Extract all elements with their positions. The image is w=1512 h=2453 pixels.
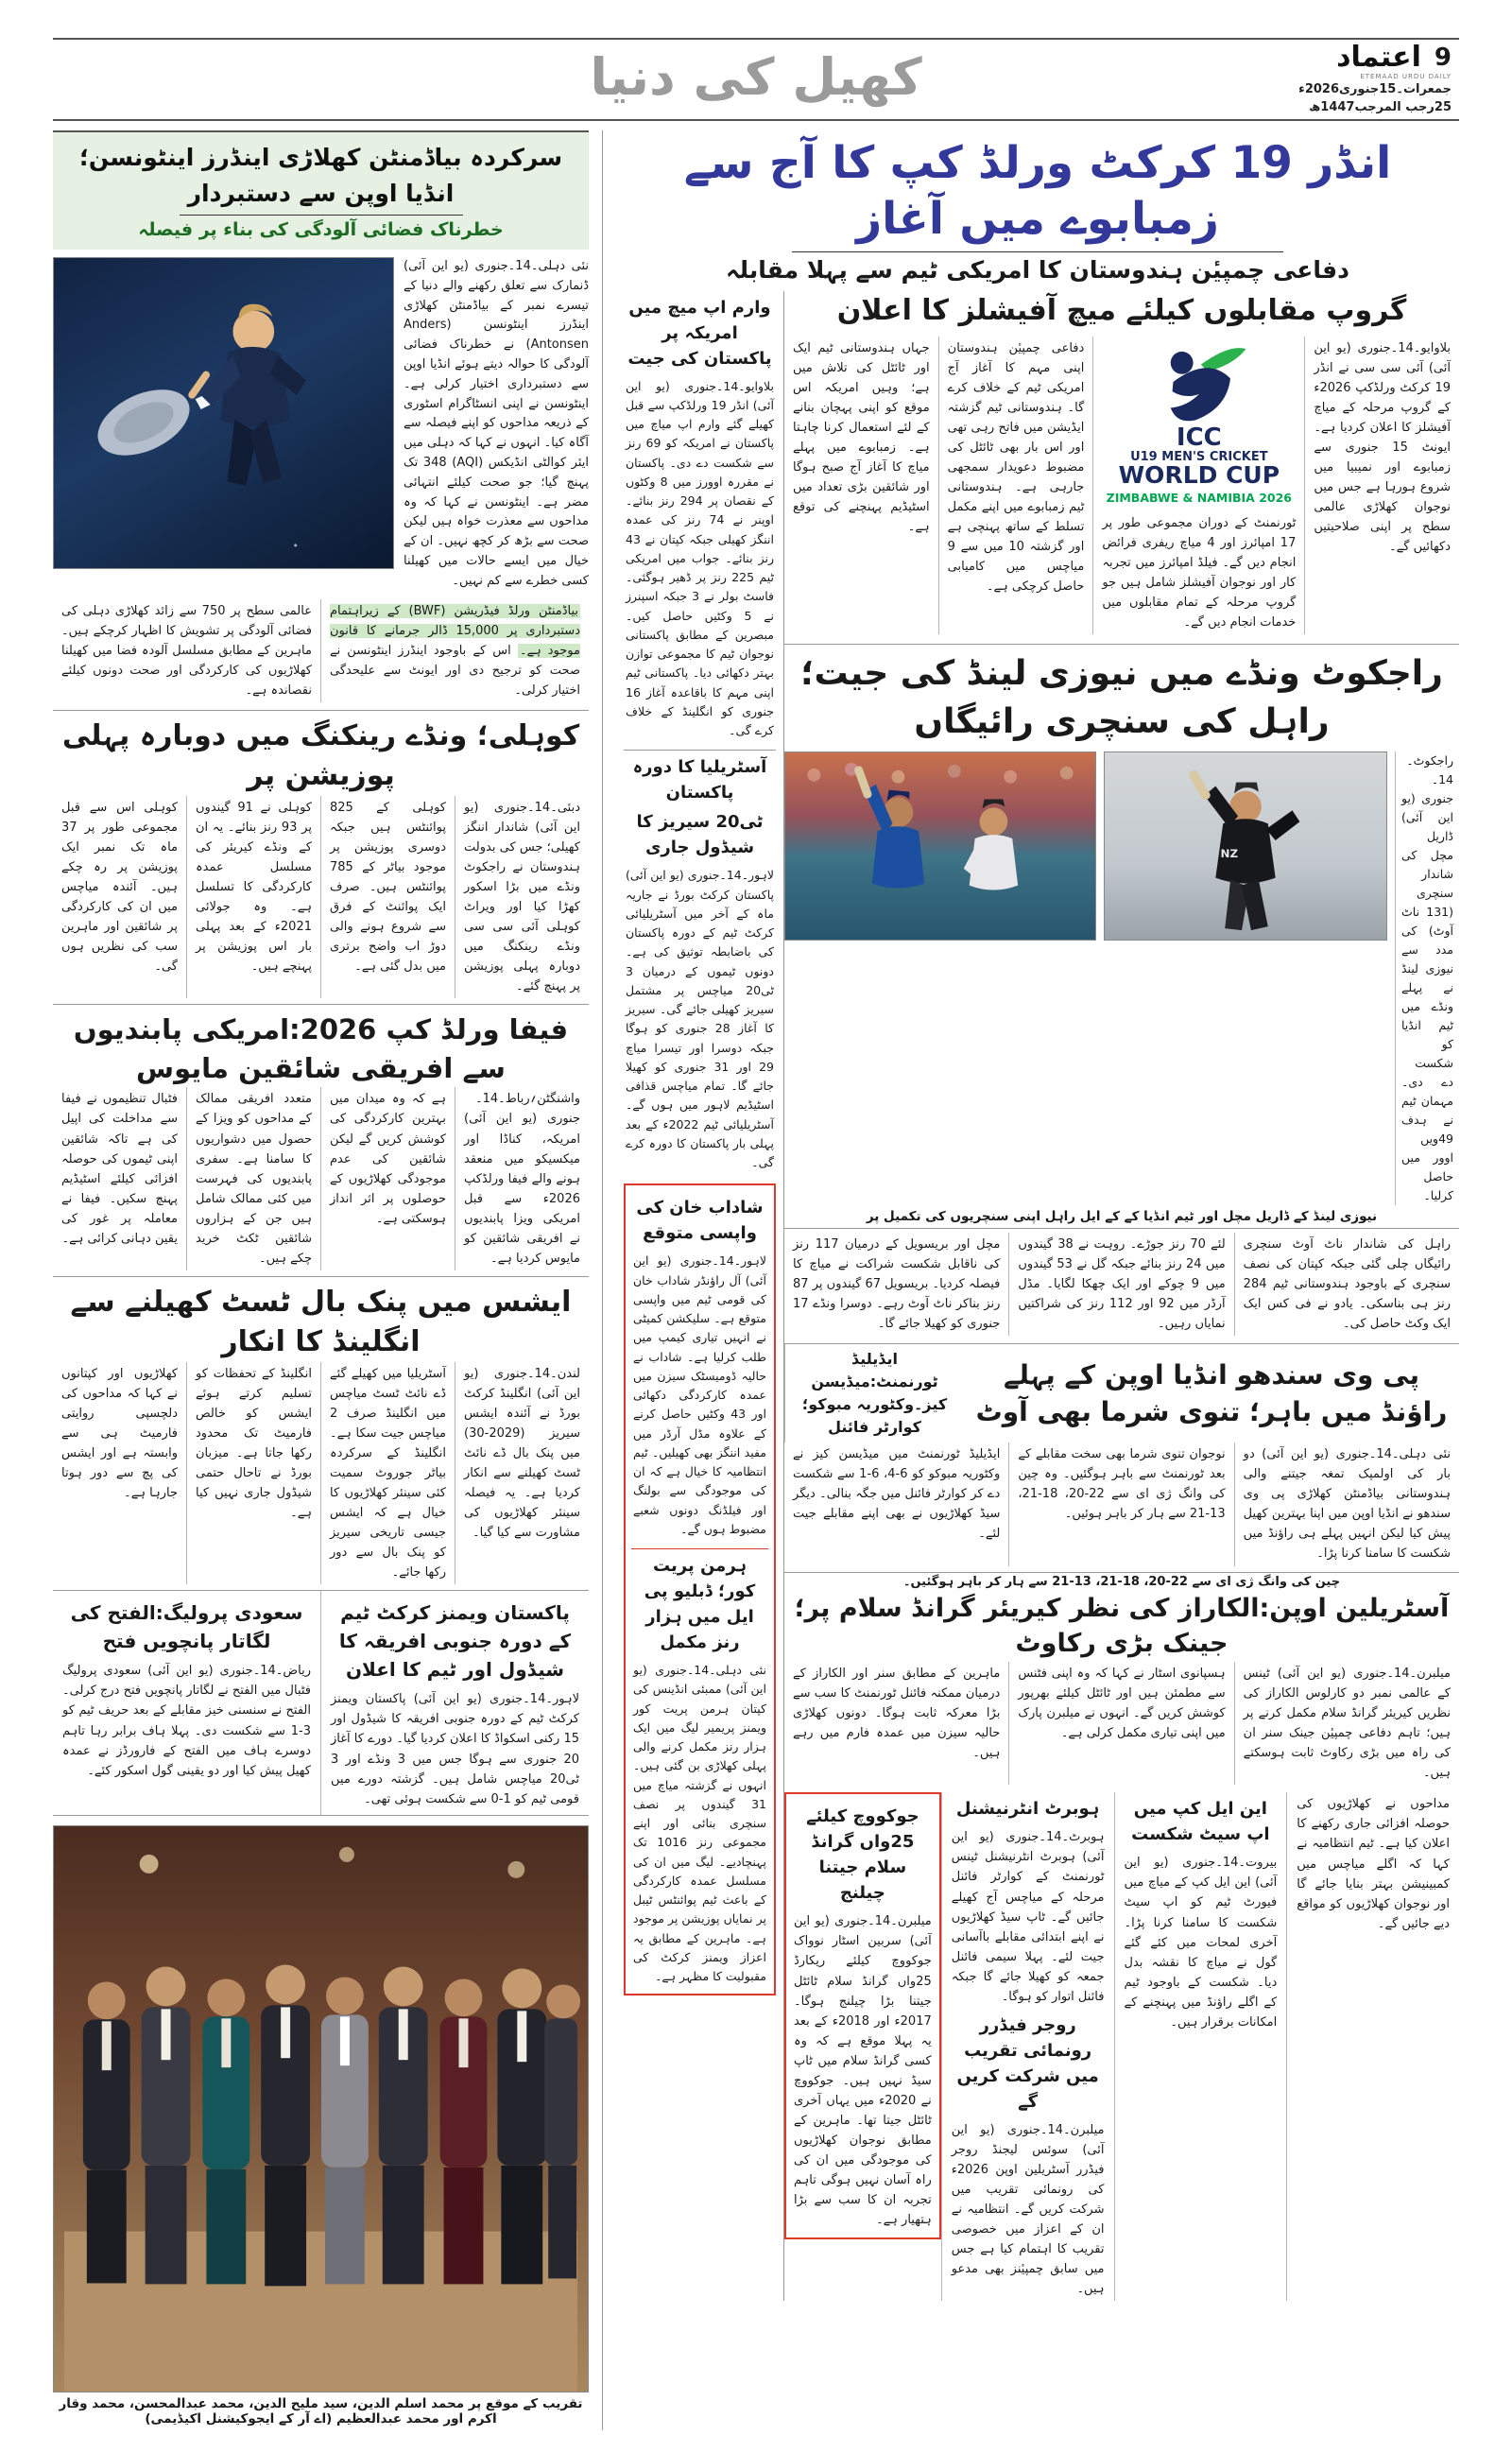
nlcup-body: بیروت۔14۔جنوری (یو این آئی) این ایل کپ کے میاچ میں فیورٹ ٹیم کو اپ سیٹ شکست کا سامنا کرنا پڑا۔ آخری لمحات میں کئے گئے گول نے میاچ کا نقشہ بدل دیا۔ شکست کے باوجود ٹیم کے اگلے راؤنڈ میں پہنچنے کے امکانات برقرار ہیں۔ <box>1124 1856 1278 2030</box>
djokovic-article-box <box>784 1792 941 2301</box>
headline-rule <box>180 215 463 216</box>
icc-line1: U19 MEN'S CRICKET <box>1130 449 1268 464</box>
svg-text:NZ: NZ <box>1220 846 1239 860</box>
page-content <box>53 130 1459 2430</box>
adelaide-line-1: ایڈیلیڈ ٹورنمنٹ:میڈیسن <box>811 1350 938 1391</box>
rajkot-col-2: راہل کی شاندار ناٹ آوٹ سنچری رائیگاں چلی گئی جبکہ کپتان کی نصف سنچری کے باوجود ہندوستانی ٹیم 284 رنز ہی بناسکی۔ یادو نے فی کس ایک ایک وکٹ حاصل کی۔ <box>1234 1233 1459 1336</box>
group-officials-col-1: بلاوایو۔14۔جنوری (یو این آئی) آئی سی سی نے انڈر 19 کرکٹ ورلڈکپ 2026ء کے گروپ مرحلہ کے میاچ آفیشلز کا اعلان کردیا ہے۔ ایونٹ 15 جنوری سے زمبابوے اور نمیبیا میں شروع ہورہا ہے جس میں نوجوان کھلاڑی عالمی سطح پر اپنی صلاحیتیں دکھائیں گے۔ <box>1304 337 1459 635</box>
ashes-col-3: انگلینڈ کے تحفظات کو تسلیم کرتے ہوئے ایشس کو خالص فارمیٹ تک محدود رکھا جاتا ہے۔ میزبان بورڈ نے تاحال حتمی شیڈول جاری نہیں کیا ہے۔ <box>186 1362 320 1585</box>
badminton-article-top <box>53 257 589 592</box>
left-rail <box>616 291 784 2302</box>
shadab-body: لاہور۔14۔جنوری (یو این آئی) آل راؤنڈر شاداب خان کی قومی ٹیم میں واپسی متوقع ہے۔ سلیکشن کمیٹی نے انہیں تیاری کیمپ میں طلب کرلیا ہے۔ شاداب نے حالیہ ڈومیسٹک سیزن میں عمدہ کارکردگی دکھائی اور 43 وکٹیں حاصل کرنے کے علاوہ مڈل آرڈر میں مفید اننگز بھی کھیلیں۔ ٹیم انتظامیہ کا خیال ہے کہ ان کی موجودگی سے بولنگ اور فیلڈنگ دونوں شعبے مضبوط ہوں گے۔ <box>633 1253 766 1536</box>
wang-result-line: چین کی وانگ ژی ای سے 22-20، 18-21، 13-21 سے ہار کر باہر ہوگئیں۔ <box>784 1572 1459 1591</box>
warmup-headline: وارم اپ میچ میں امریکہ پر پاکستان کی جیت <box>627 297 772 369</box>
adelaide-mini-headline <box>784 1344 964 1442</box>
adelaide-line-2: کیز۔وکٹوریہ مبوکو؛ کوارٹر فائنل <box>801 1395 948 1437</box>
kohli-col-2: کوہلی کے 825 پوائنٹس ہیں جبکہ دوسری پوزیشن پر موجود بیاٹر کے 785 پوائنٹس ہیں۔ صرف ایک پوائنٹ کے فرق سے شروع ہونے والی دوڑ اب واضح برتری میں بدل گئی ہے۔ <box>320 796 455 998</box>
rajkot-body <box>784 1233 1459 1336</box>
fifa-article <box>53 1005 589 1277</box>
rajkot-photo-caption: نیوزی لینڈ کے ڈاریل مچل اور ٹیم انڈیا کے کے ایل راہل اپنی سنچریوں کی تکمیل پر <box>784 1205 1459 1229</box>
wpl-headline: ہرمن پریت کور؛ ڈبلیو پی ایل میں ہزار رنز مکمل <box>631 1548 768 1659</box>
rahul-photo <box>784 751 1096 941</box>
center-area <box>784 291 1459 2302</box>
badminton-photo <box>53 257 394 569</box>
aus-tour-body: لاہور۔14۔جنوری (یو این آئی) پاکستان کرکٹ بورڈ نے جاریہ ماہ کے آخر میں آسٹریلیائی کرکٹ ٹیم کے دورہ پاکستان کی باضابطہ توثیق کی ہے۔ دونوں ٹیموں کے درمیان 3 ٹی20 میاچس پر مشتمل سیریز کھیلی جائے گی۔ سیریز کا آغاز 28 جنوری کو ہوگا جبکہ دوسرا اور تیسرا میاچ 29 اور 31 جنوری کو کھیلا جائے گا۔ تمام میاچس قذافی اسٹیڈیم لاہور میں ہوں گے۔ آسٹریلیائی ٹیم 2022ء کے بعد پہلی بار پاکستان کا دورہ کرے گی۔ <box>626 868 774 1169</box>
bwf-rest: اس کے باوجود اینڈرز اینٹونسن نے صحت کو ترجیح دی اور ایونٹ سے علیحدگی اختیار کرلی۔ <box>330 643 580 698</box>
women-tour-article <box>320 1591 589 1814</box>
sindhu-headline-row <box>784 1343 1459 1442</box>
kohli-headline: کوہلی؛ ونڈے رینکنگ میں دوبارہ پہلی پوزیشن پر <box>61 718 580 792</box>
group-photo <box>53 1825 589 2393</box>
group-officials-headline: گروپ مقابلوں کیلئے میچ آفیشلز کا اعلان <box>836 293 1407 327</box>
group-photo-illustration <box>54 1826 588 2392</box>
fifa-col-3: متعدد افریقی ممالک کے مداحوں کو ویزا کے حصول میں دشواریوں کا سامنا ہے۔ سفری پابندیوں کی فہرست میں کئی ممالک شامل ہیں جن کے ہزاروں شائقین ٹکٹ خرید چکے ہیں۔ <box>186 1087 320 1270</box>
paper-tagline: ETEMAAD URDU DAILY <box>1360 72 1452 80</box>
federer-body: میلبرن۔14۔جنوری (یو این آئی) سوئس لیجنڈ روجر فیڈرر آسٹریلین اوپن 2026ء کی رونمائی تقریب میں شرکت کریں گے۔ انتظامیہ نے ان کے اعزاز میں خصوصی تقریب کا اہتمام کیا ہے جس میں سابق چمپیٔنز بھی مدعو ہیں۔ <box>951 2122 1105 2297</box>
rahul-illustration <box>785 752 1095 940</box>
main-body <box>616 291 1459 2302</box>
federer-headline: روجر فیڈرر رونمائی تقریب میں شرکت کریں گے <box>956 2014 1099 2112</box>
wpl-body: نئی دہلی۔14۔جنوری (یو این آئی) ممبئی انڈینس کی کپتان ہرمن پریت کور ویمنز پریمیر لیگ میں ایک ہزار رنز مکمل کرنے والی پہلی کھلاڑی بن گئی ہیں۔ انہوں نے گزشتہ میاچ میں 31 گیندوں پر نصف سنچری بنائی اور اپنے مجموعی رنز 1016 تک پہنچادیے۔ لیگ میں ان کی مسلسل عمدہ کارکردگی کے باعث ٹیم پوائنٹس ٹیبل پر نمایاں پوزیشن پر موجود ہے۔ ماہرین کے مطابق یہ اعزاز ویمنز کرکٹ کی مقبولیت کا مظہر ہے۔ <box>633 1663 767 1983</box>
date-hijri: 25رجب المرجب1447ھ <box>1309 99 1452 114</box>
lead-headline: انڈر 19 کرکٹ ورلڈ کپ کا آج سے زمبابوے میں آغاز <box>683 137 1392 245</box>
women-tour-body: لاہور۔14۔جنوری (یو این آئی) پاکستان ویمنز کرکٹ ٹیم کے دورہ جنوبی افریقہ کا شیڈول اور 15 رکنی اسکواڈ کا اعلان کردیا گیا۔ دورے کا آغاز 20 جنوری سے ہوگا جس میں 3 ونڈے اور 3 ٹی20 میاچس شامل ہیں۔ گزشتہ دورے میں قومی ٹیم کو 1-0 سے شکست ہوئی تھی۔ <box>331 1692 579 1806</box>
sindhu-headline: پی وی سندھو انڈیا اوپن کے پہلے راؤنڈ میں باہر؛ تنوی شرما بھی آوٹ <box>975 1359 1448 1428</box>
aus-open-body <box>784 1662 1459 1785</box>
icc-logo-glyph <box>1147 338 1251 425</box>
hobart-body: ہوبرٹ۔14۔جنوری (یو این آئی) ہوبرٹ انٹرنیشنل ٹینس ٹورنمنٹ کے کوارٹر فائنل مرحلہ کے میاچس آج کھیلے جائیں گے۔ ٹاپ سیڈ کھلاڑیوں نے اپنے ابتدائی مقابلے باآسانی جیت لئے۔ پہلا سیمی فائنل جمعہ کو کھیلا جائے گا جبکہ فائنل اتوار کو ہوگا۔ <box>951 1830 1105 2004</box>
icc-u19-worldcup-logo <box>1102 338 1296 508</box>
group-officials-col-3: دفاعی چمپیٔن ہندوستان اپنی مہم کا آغاز آج امریکی ٹیم کے خلاف کرے گا۔ ہندوستانی ٹیم گزشتہ ایڈیشن میں فاتح رہی تھی اور اس بار بھی ٹائٹل کی مضبوط دعویدار سمجھی جارہی ہے۔ ہندوستانی ٹیم زمبابوے میں اپنے مکمل تسلط کے ساتھ پہنچی ہے اور گزشتہ 10 میں سے 9 میاچس میں کامیابی حاصل کرچکی ہے۔ <box>938 337 1093 635</box>
masthead <box>53 38 1459 121</box>
fifa-col-4: فٹبال تنظیموں نے فیفا سے مداخلت کی اپیل کی ہے تاکہ شائقین اپنی ٹیموں کی حوصلہ افزائی کیلئے اسٹیڈیم پہنچ سکیں۔ فیفا نے معاملہ پر غور کی یقین دہانی کرائی ہے۔ <box>61 1092 178 1246</box>
ashes-col-2: آسٹریلیا میں کھیلے گئے ڈے نائٹ ٹسٹ میاچس میں انگلینڈ صرف 2 میاچس جیت سکا ہے۔ انگلینڈ کے سرکردہ بیاٹر جوروٹ سمیت کئی سینئر کھلاڑیوں کا خیال ہے کہ ایشس جیسی تاریخی سیریز کو پنک بال سے دور رکھا جائے۔ <box>320 1362 455 1585</box>
hobart-federer-col <box>941 1792 1114 2301</box>
icc-line3: ZIMBABWE & NAMIBIA 2026 <box>1106 490 1292 505</box>
bwf-highlight: بیاڈمنٹن ورلڈ فیڈریشن (BWF) کے زیراہتمام دستبرداری پر 15,000 ڈالر جرمانے کا قانون موجود ہے۔ <box>330 603 580 658</box>
djokovic-headline: جوکووچ کیلئے 25واں گرانڈ سلام جیتنا چیلنج <box>806 1806 919 1904</box>
badminton-paragraph-1 <box>320 599 589 702</box>
rajkot-headline: راجکوٹ ونڈے میں نیوزی لینڈ کی جیت؛ راہل کی سنچری رائیگاں <box>784 644 1459 746</box>
rajkot-col-3: لئے 70 رنز جوڑے۔ روہت نے 38 گیندوں میں 24 رنز بنائے جبکہ گل نے 53 گیندوں میں 9 چوکے اور ایک چھکا لگایا۔ مڈل آرڈر میں 92 اور 112 رنز کی شراکتیں نمایاں رہیں۔ <box>1008 1233 1233 1336</box>
rail-bottom-row <box>53 1591 589 1815</box>
nlcup-extra-text: مداحوں نے کھلاڑیوں کی حوصلہ افزائی جاری رکھنے کا اعلان کیا ہے۔ ٹیم انتظامیہ نے کہا کہ اگلے میاچس میں کمبینیشن بہتر بنایا جائے گا اور نوجوان کھلاڑیوں کو مواقع دیے جائیں گے۔ <box>1297 1797 1450 1931</box>
badminton-article-text: نئی دہلی۔14۔جنوری (یو این آئی) ڈنمارک سے تعلق رکھنے والے دنیا کے تیسرے نمبر کے بیاڈمنٹن کھلاڑی اینڈرز اینٹونسن (Anders Antonsen) نے خطرناک فضائی آلودگی کا حوالہ دیتے ہوئے انڈیا اوپن سے دستبرداری اختیار کرلی ہے۔ اینٹونسن نے اپنی انسٹاگرام اسٹوری کے ذریعہ مداحوں کو اپنے فیصلہ سے آگاہ کیا۔ انہوں نے کہا کہ دہلی میں ایئر کوالٹی انڈیکس (AQI) 348 تک پہنچ گیا؛ جو صحت کیلئے انتہائی مضر ہے۔ اینٹونسن نے کہا کہ وہ مداحوں سے معذرت خواہ ہیں لیکن صحت سے بڑھ کر کچھ نہیں۔ ان کے خیال میں ایسے حالات میں کھیلنا کسی خطرے سے کم نہیں۔ <box>404 259 590 588</box>
badminton-headline: سرکردہ بیاڈمنٹن کھلاڑی اینڈرز اینٹونسن؛ انڈیا اوپن سے دستبردار <box>78 144 563 207</box>
sindhu-col-3: ایڈیلیڈ ٹورنمنٹ میں میڈیسن کیز نے وکٹوریہ مبوکو کو 6-4، 6-1 سے شکست دے کر کوارٹر فائنل میں جگہ بنالی۔ دیگر سیڈ کھلاڑیوں نے بھی اپنے مقابلے جیت لئے۔ <box>793 1447 1001 1542</box>
date-gregorian: جمعرات۔15جنوری2026ء <box>1298 81 1452 96</box>
group-officials-col-logo <box>1092 337 1304 635</box>
nlcup-article <box>1114 1792 1287 2301</box>
section-title: کھیل کی دنیا <box>590 47 922 107</box>
fifa-headline: فیفا ورلڈ کپ 2026:امریکی پابندیوں سے افریقی شائقین مایوس <box>73 1013 569 1084</box>
aus-tour-headline: ٹی20 سیریز کا شیڈول جاری <box>636 812 764 858</box>
rajkot-photos-row <box>784 751 1459 1205</box>
nlcup-extra-col <box>1286 1792 1459 2301</box>
bottom-articles-row <box>784 1792 1459 2301</box>
badminton-paragraph-2: عالمی سطح پر 750 سے زائد کھلاڑی دہلی کی فضائی آلودگی پر تشویش کا اظہار کرچکے ہیں۔ ماہرین کے مطابق مسلسل آلودہ فضا میں کھیلنا کھلاڑیوں کی کارکردگی اور صحت دونوں کیلئے نقصاندہ ہے۔ <box>61 603 312 698</box>
warmup-body: بلاوایو۔14۔جنوری (یو این آئی) انڈر 19 ورلڈکپ سے قبل کھیلے گئے وارم اپ میاچ میں پاکستان نے امریکہ کو 69 رنز سے شکست دے دی۔ پاکستان نے مقررہ اوورز میں 8 وکٹوں کے نقصان پر 294 رنز بنائے۔ اوپنر نے 74 رنز کی عمدہ اننگز کھیلی جبکہ کپتان نے 43 رنز بنائے۔ جواب میں امریکی ٹیم 225 رنز پر ڈھیر ہوگئی۔ فاسٹ بولر نے 3 جبکہ اسپنرز نے 5 وکٹیں حاصل کیں۔ مبصرین کے مطابق پاکستانی نوجوان ٹیم کا مجموعی توازن بہتر دکھائی دیا۔ پاکستانی ٹیم اپنی مہم کا باقاعدہ آغاز 16 جنوری کو انگلینڈ کے خلاف کرے گی۔ <box>626 378 775 737</box>
aus-open-col-3: ماہرین کے مطابق سنر اور الکاراز کے درمیان ممکنہ فائنل ٹورنمنٹ کا سب سے بڑا معرکہ ثابت ہوگا۔ دونوں کھلاڑی حالیہ سیزن میں عمدہ فارم میں رہے ہیں۔ <box>793 1667 1001 1761</box>
rajkot-side-text: راجکوٹ۔14۔جنوری (یو این آئی) ڈاریل مچل کی شاندار سنچری (131 ناٹ آوٹ) کی مدد سے نیوزی لینڈ نے پہلے ونڈے میں ٹیم انڈیا کو شکست دے دی۔ مہمان ٹیم نے ہدف 49ویں اوور میں حاصل کرلیا۔ <box>1395 751 1459 1205</box>
saudi-league-body: ریاض۔14۔جنوری (یو این آئی) سعودی پرولیگ فٹبال میں الفتح نے لگاتار پانچویں فتح درج کرلی۔ الفتح نے سنسنی خیز مقابلے کے بعد حریف ٹیم کو 3-1 سے شکست دی۔ پہلا ہاف برابر رہا تاہم دوسرے ہاف میں الفتح کے فارورڈز نے عمدہ کھیل پیش کیا اور دو یقینی گول اسکور کئے۔ <box>62 1664 311 1778</box>
group-officials-body <box>784 337 1459 635</box>
group-officials-col-4: جہاں ہندوستانی ٹیم ایک اور ٹائٹل کی تلاش میں ہے؛ وہیں امریکہ اس موقع کو اپنی پہچان بنانے کے لئے استعمال کرنا چاہتا ہے۔ زمبابوے میں پہلے میاچ کا آغاز آج صبح ہوگا اور شائقین بڑی تعداد میں اسٹیڈیم پہنچنے کی توقع ہے۔ <box>792 340 930 534</box>
ashes-col-1: لندن۔14۔جنوری (یو این آئی) انگلینڈ کرکٹ بورڈ نے آئندہ ایشس سیریز (2029-30) میں پنک بال ڈے نائٹ ٹسٹ کھیلنے سے انکار کردیا ہے۔ یہ فیصلہ سینئر کھلاڑیوں کی مشاورت سے کیا گیا۔ <box>455 1362 589 1585</box>
fifa-col-2: ہے کہ وہ میدان میں بہترین کارکردگی کی کوشش کریں گے لیکن شائقین کی عدم موجودگی کھلاڑیوں کے حوصلوں پر اثر انداز ہوسکتی ہے۔ <box>320 1087 455 1270</box>
aus-open-col-1: میلبرن۔14۔جنوری (یو این آئی) ٹینس کے عالمی نمبر دو کارلوس الکاراز کی نظریں کیریئر گرانڈ سلام مکمل کرنے پر ہیں؛ تاہم دفاعی چمپیٔن جینک سنر ان کی راہ میں بڑی رکاوٹ ثابت ہوسکتے ہیں۔ <box>1234 1662 1459 1785</box>
nlcup-headline: این ایل کپ میں اپ سیٹ شکست <box>1131 1799 1270 1845</box>
saudi-league-headline: سعودی پرولیگ:الفتح کی لگاتار پانچویں فتح <box>70 1601 303 1653</box>
badminton-headline-box <box>53 130 589 250</box>
aus-open-headline: آسٹریلین اوپن:الکاراز کی نظر کیریئر گرانڈ سلام پر؛ جینک بڑی رکاوٹ <box>794 1593 1450 1659</box>
sindhu-body <box>784 1442 1459 1565</box>
sindhu-col-2: نوجوان تنوی شرما بھی سخت مقابلے کے بعد ٹورنمنٹ سے باہر ہوگئیں۔ وہ چین کی وانگ ژی ای سے 22-20، 18-21، 13-21 سے ہار کر باہر ہوئیں۔ <box>1008 1442 1233 1565</box>
women-tour-headline: پاکستان ویمنز کرکٹ ٹیم کے دورہ جنوبی افریقہ کا شیڈول اور ٹیم کا اعلان <box>338 1601 572 1682</box>
djokovic-red-box <box>784 1792 941 2239</box>
fifa-col-1: واشنگٹن؍رباط۔14۔جنوری (یو این آئی) امریکہ، کناڈا اور میکسیکو میں منعقد ہونے والے فیفا ورلڈکپ 2026ء سے قبل امریکی ویزا پابندیوں نے افریقی شائقین کو مایوس کردیا ہے۔ <box>455 1087 589 1270</box>
icc-text: ICC <box>1176 423 1222 452</box>
left-rail-red-box <box>624 1183 776 1995</box>
lead-rule <box>792 251 1283 252</box>
hobart-headline: ہوبرٹ انٹرنیشنل <box>955 1799 1100 1820</box>
kohli-col-1: دبئی۔14۔جنوری (یو این آئی) شاندار اننگز کھیلی؛ جس کی بدولت ہندوستان نے راجکوٹ ونڈے میں بڑا اسکور کھڑا کیا اور ویراٹ کوہلی آئی سی سی ونڈے رینکنگ میں دوبارہ پہلی پوزیشن پر پہنچ گئے۔ <box>455 796 589 998</box>
lead-subheadline: دفاعی چمپیٔن ہندوستان کا امریکی ٹیم سے پہلا مقابلہ <box>726 255 1349 284</box>
group-photo-caption: تقریب کے موقع پر محمد اسلم الدین، سید ملیح الدین، محمد عبدالمحسن، محمد وقار اکرم اور محمد عبدالعظیم (اے آر کے ایجوکیشنل اکیڈیمی) <box>59 2395 583 2427</box>
main-column <box>603 130 1459 2430</box>
svg-text:•: • <box>292 540 300 553</box>
kohli-col-3: کوہلی نے 91 گیندوں پر 93 رنز بنائے۔ یہ ان کے ونڈے کیریئر کی مسلسل عمدہ کارکردگی کا تسلسل ہے۔ وہ جولائی 2021ء کے بعد پہلی بار اس پوزیشن پر پہنچے ہیں۔ <box>186 796 320 998</box>
icc-line2: WORLD CUP <box>1118 461 1280 490</box>
group-officials-col-2: ٹورنمنٹ کے دوران مجموعی طور پر 17 امپائرز اور 4 میاچ ریفری فرائض انجام دیں گے۔ فیلڈ امپائرز میں تجربہ کار اور نوجوان آفیشلز شامل ہیں جو گروپ مرحلہ کے تمام مقابلوں میں خدمات انجام دیں گے۔ <box>1102 515 1297 631</box>
kohli-article <box>53 711 589 1005</box>
ashes-headline: ایشس میں پنک بال ٹسٹ کھیلنے سے انگلینڈ کا انکار <box>70 1285 572 1358</box>
djokovic-body: میلبرن۔14۔جنوری (یو این آئی) سربین اسٹار نوواک جوکووچ کیلئے ریکارڈ 25واں گرانڈ سلام ٹائٹل جیتنا بڑا چیلنج ہوگا۔ 2017ء اور 2018ء کے بعد یہ پہلا موقع ہے کہ وہ کسی گرانڈ سلام میں ٹاپ سیڈ نہیں ہیں۔ جوکووچ نے 2020ء میں یہاں آخری ٹائٹل جیتا تھا۔ ماہرین کے مطابق نوجوان کھلاڑیوں کی موجودگی میں ان کی راہ آسان نہیں ہوگی تاہم تجربہ ان کا سب سے بڑا ہتھیار ہے۔ <box>794 1914 932 2228</box>
kohli-col-4: کوہلی اس سے قبل مجموعی طور پر 37 ماہ تک نمبر ایک پوزیشن پر رہ چکے ہیں۔ آئندہ میاچس میں ان کی کارکردگی پر شائقین اور ماہرین سب کی نظریں ہوں گی۔ <box>61 800 178 975</box>
mitchell-illustration <box>1105 752 1386 940</box>
aus-tour-kicker: آسٹریلیا کا دورہ پاکستان <box>624 750 776 809</box>
page-number: 9 <box>1434 43 1452 72</box>
mitchell-photo <box>1104 751 1387 941</box>
ashes-col-4: کھلاڑیوں اور کپتانوں نے کہا کہ مداحوں کی دلچسپی روایتی فارمیٹ ہی سے وابستہ ہے اور ایشس کی پچ سے دور ہوتا جارہا ہے۔ <box>61 1366 178 1501</box>
ashes-article <box>53 1277 589 1592</box>
right-rail <box>53 130 603 2430</box>
paper-name: اعتماد <box>1336 40 1421 74</box>
sindhu-col-1: نئی دہلی۔14۔جنوری (یو این آئی) دو بار کی اولمپک تمغہ جیتنے والی ہندوستانی بیاڈمنٹن کھلاڑی پی وی سندھو نے انڈیا اوپن میں اپنا بہترین کھیل پیش کیا لیکن انہیں پہلے ہی راؤنڈ میں شکست کا سامنا کرنا پڑا۔ <box>1234 1442 1459 1565</box>
shadab-headline: شاداب خان کی واپسی متوقع <box>636 1198 764 1244</box>
badminton-player-illustration <box>54 258 393 568</box>
badminton-subheadline: خطرناک فضائی آلودگی کی بناء پر فیصلہ <box>138 219 504 240</box>
saudi-league-article <box>53 1591 320 1814</box>
rajkot-col-4: مچل اور بریسویل کے درمیان 117 رنز کی ناقابل شکست شراکت نے میاچ کا فیصلہ کردیا۔ بریسویل 67 گیندوں پر 87 رنز بناکر ناٹ آوٹ رہے۔ دوسرا ونڈے 17 جنوری کو کھیلا جائے گا۔ <box>793 1237 1001 1332</box>
badminton-article-bottom <box>53 599 589 711</box>
aus-open-col-2: ہسپانوی اسٹار نے کہا کہ وہ اپنی فٹنس سے مطمئن ہیں اور ٹائٹل کیلئے بھرپور کوشش کریں گے۔ انہوں نے میلبرن پارک میں اپنی تیاری مکمل کرلی ہے۔ <box>1008 1662 1233 1785</box>
